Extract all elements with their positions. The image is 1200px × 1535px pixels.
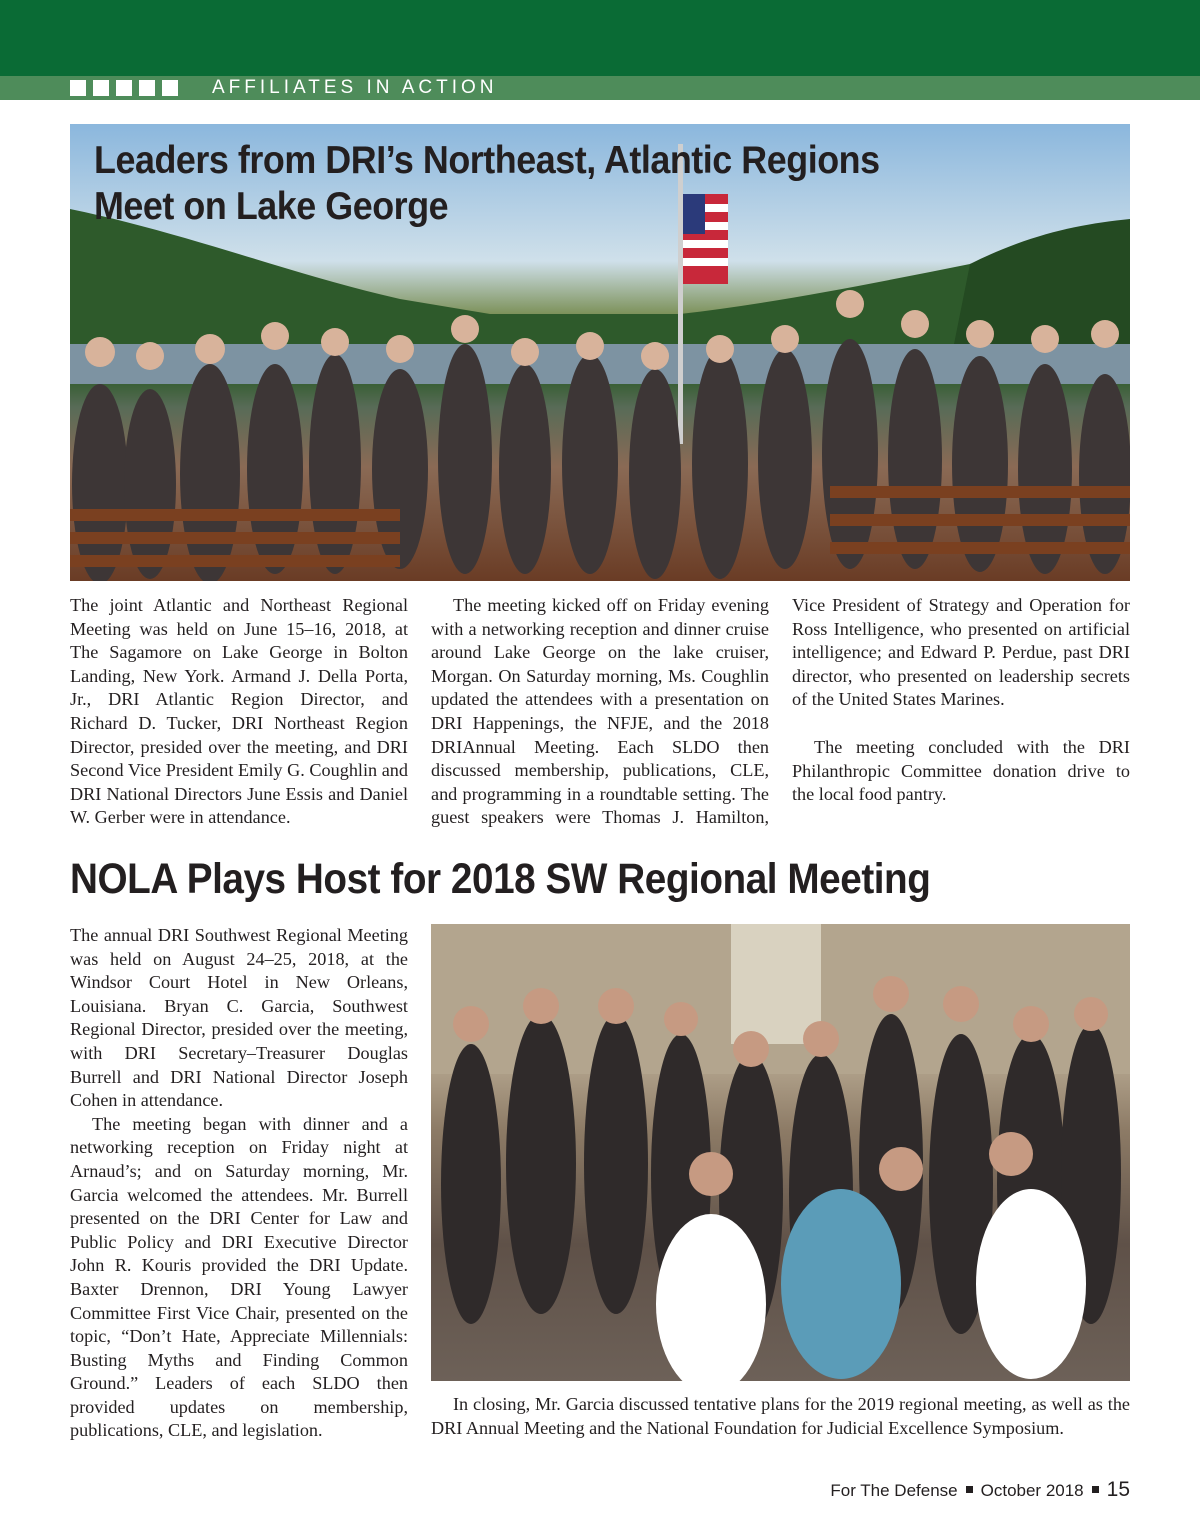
article1-column1 bbox=[70, 594, 408, 830]
page-footer bbox=[700, 1478, 1130, 1503]
group-photo-lake-george bbox=[70, 124, 1130, 581]
group-photo-new-orleans bbox=[431, 924, 1130, 1381]
nola-photo-illustration bbox=[431, 924, 1130, 1381]
article1-paragraph: The joint Atlantic and Northeast Regional Meeting was held on June 15–16, 2018, at The Sagamore on Lake George in Bolton Landing, New York. Armand J. Della Porta, Jr., DRI Atlantic Region Director, and Richard D. Tucker, DRI Northeast Region Director, presided over the meeting, and DRI Second Vice President Emily G. Coughlin and DRI National Directors June Essis and Daniel W. Gerber were in attendance. bbox=[70, 595, 408, 828]
top-green-band bbox=[0, 0, 1200, 76]
footer-bullet-icon bbox=[966, 1486, 973, 1493]
article1-paragraph: The meeting kicked off on Friday evening with a networking reception and dinner cruise around Lake George on the lake cruiser, Morgan. On Saturday morning, Ms. Coughlin updated the attendees with a presentation on DRI Happenings, the NFJE, and the 2018 DRIAnnual Meeting. Each SLDO then discussed membership, publications, CLE, and programming in a roundtable setting. The guest speakers were Thomas J. Hamilton, bbox=[431, 595, 769, 828]
article1-paragraph: The meeting concluded with the DRI Philanthropic Committee donation drive to the local food pantry. bbox=[792, 737, 1130, 805]
article2-closing-paragraph: In closing, Mr. Garcia discussed tentative plans for the 2019 regional meeting, as well as the DRI Annual Meeting and the National Foundation for Judicial Excellence Symposium. bbox=[431, 1394, 1130, 1438]
article1-paragraph-continued: Vice President of Strategy and Operation for Ross Intelligence, who presented on artificial intelligence; and Edward P. Perdue, past DRI director, who presented on leadership secrets of the United States Marines. bbox=[792, 594, 1130, 710]
article2-paragraph: The annual DRI Southwest Regional Meeting was held on August 24–25, 2018, at the Windsor Court Hotel in New Orleans, Louisiana. Bryan C. Garcia, Southwest Regional Director, presided over the meeting, with DRI Secretary–Treasurer Douglas Burrell and DRI National Director Joseph Cohen in attendance. bbox=[70, 925, 408, 1111]
footer-page-number: 15 bbox=[1106, 1478, 1130, 1501]
section-label: AFFILIATES IN ACTION bbox=[212, 77, 498, 98]
article1-column3-end bbox=[792, 736, 1130, 807]
article2-headline: NOLA Plays Host for 2018 SW Regional Meeting bbox=[70, 855, 931, 903]
article2-paragraph: The meeting began with dinner and a networking reception on Friday night at Arnaud’s; and on Saturday morning, Mr. Garcia welcomed the attendees. Mr. Burrell presented on the DRI Center for Law and Public Policy and DRI Executive Director John R. Kouris provided the DRI Update. Baxter Drennon, DRI Young Lawyer Committee First Vice Chair, presented on the topic, “Don’t Hate, Appreciate Millennials: Busting Myths and Finding Common Ground.” Leaders of each SLDO then provided updates on membership, publications, CLE, and legislation. bbox=[70, 1113, 408, 1441]
footer-bullet-icon bbox=[1092, 1486, 1099, 1493]
footer-issue: October 2018 bbox=[980, 1481, 1084, 1500]
section-bar bbox=[0, 76, 1200, 100]
footer-publication: For The Defense bbox=[830, 1481, 958, 1500]
section-squares-icon bbox=[70, 80, 185, 96]
article1-column2 bbox=[431, 594, 769, 830]
article1-headline-line2: Meet on Lake George bbox=[94, 185, 449, 228]
article2-column1 bbox=[70, 924, 408, 1443]
article1-headline bbox=[94, 138, 1014, 230]
article1-headline-line1: Leaders from DRI’s Northeast, Atlantic Regions bbox=[94, 139, 880, 182]
